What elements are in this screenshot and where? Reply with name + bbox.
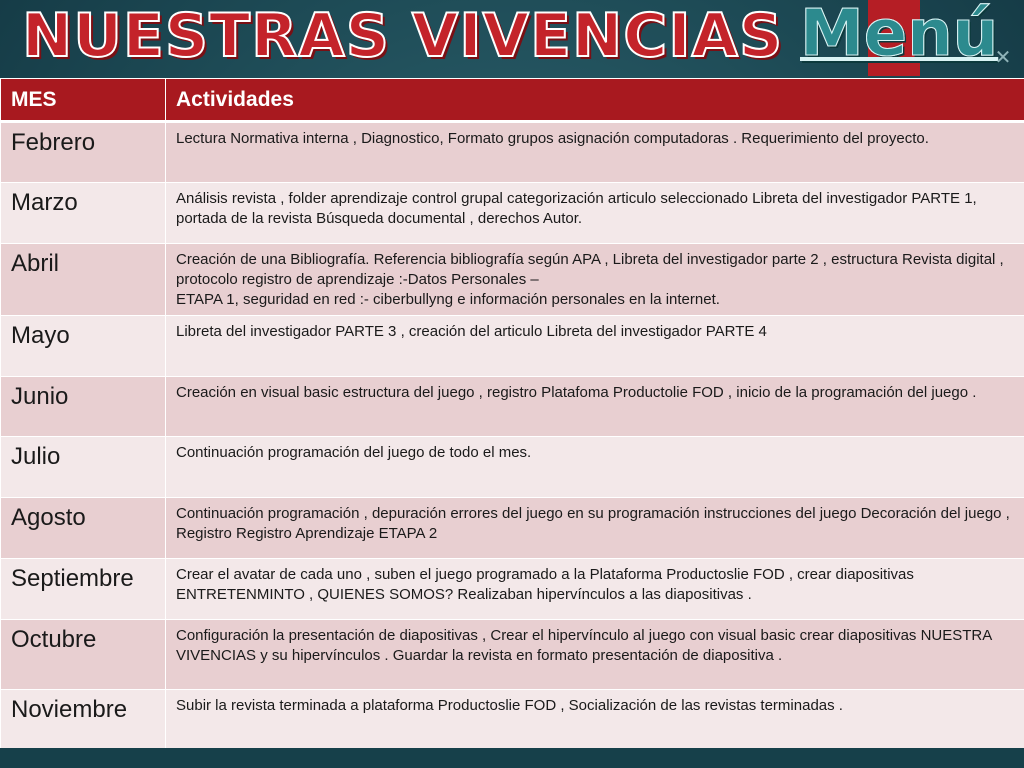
close-icon[interactable]: ✕ <box>994 45 1012 69</box>
activities-cell: Creación en visual basic estructura del juego , registro Platafoma Productolie FOD , inicio de la programación del juego . <box>166 377 1024 437</box>
header-activities: Actividades <box>166 79 1024 122</box>
header-month: MES <box>1 79 166 122</box>
table-header-row <box>1 79 1024 122</box>
page-title: NUESTRAS VIVENCIAS <box>22 1 784 71</box>
table-row <box>1 377 1024 437</box>
activities-cell: Continuación programación del juego de todo el mes. <box>166 437 1024 498</box>
activities-cell: Subir la revista terminada a plataforma Productoslie FOD , Socialización de las revistas terminadas . <box>166 690 1024 751</box>
month-cell: Marzo <box>1 183 166 244</box>
menu-link[interactable]: Menú <box>800 0 999 71</box>
month-cell: Abril <box>1 244 166 316</box>
month-cell: Junio <box>1 377 166 437</box>
month-cell: Julio <box>1 437 166 498</box>
activities-table <box>0 78 1024 751</box>
activities-cell: Crear el avatar de cada uno , suben el juego programado a la Plataforma Productoslie FOD , crear diapositivas ENTRETENMINTO , QUIENES SOMOS? Realizaban hipervínculos a las diapositivas . <box>166 559 1024 620</box>
month-cell: Octubre <box>1 620 166 690</box>
activities-cell: Configuración la presentación de diapositivas , Crear el hipervínculo al juego con visual basic crear diapositivas NUESTRA VIVENCIAS y su hipervínculos . Guardar la revista en formato presentación de diapositiva . <box>166 620 1024 690</box>
table-row <box>1 620 1024 690</box>
month-cell: Febrero <box>1 122 166 183</box>
month-cell: Agosto <box>1 498 166 559</box>
table-row <box>1 316 1024 377</box>
table-row <box>1 690 1024 751</box>
month-cell: Septiembre <box>1 559 166 620</box>
activities-cell: Lectura Normativa interna , Diagnostico, Formato grupos asignación computadoras . Requerimiento del proyecto. <box>166 122 1024 183</box>
month-cell: Mayo <box>1 316 166 377</box>
table-row <box>1 122 1024 183</box>
table-row <box>1 437 1024 498</box>
activities-table-container <box>0 78 1024 751</box>
table-row <box>1 244 1024 316</box>
bottom-bar <box>0 748 1024 768</box>
table-row <box>1 559 1024 620</box>
activities-cell: Continuación programación , depuración errores del juego en su programación instrucciones del juego Decoración del juego , Registro Registro Aprendizaje ETAPA 2 <box>166 498 1024 559</box>
table-row <box>1 183 1024 244</box>
activities-cell: Análisis revista , folder aprendizaje control grupal categorización articulo seleccionado Libreta del investigador PARTE 1, portada de la revista Búsqueda documental , derechos Autor. <box>166 183 1024 244</box>
activities-cell: Creación de una Bibliografía. Referencia bibliografía según APA , Libreta del investigador parte 2 , estructura Revista digital , protocolo registro de aprendizaje :-Datos Personales – ETAPA 1, seguridad en red :- ciberbullyng e información personales en la internet. <box>166 244 1024 316</box>
table-row <box>1 498 1024 559</box>
activities-cell: Libreta del investigador PARTE 3 , creación del articulo Libreta del investigador PARTE 4 <box>166 316 1024 377</box>
month-cell: Noviembre <box>1 690 166 751</box>
